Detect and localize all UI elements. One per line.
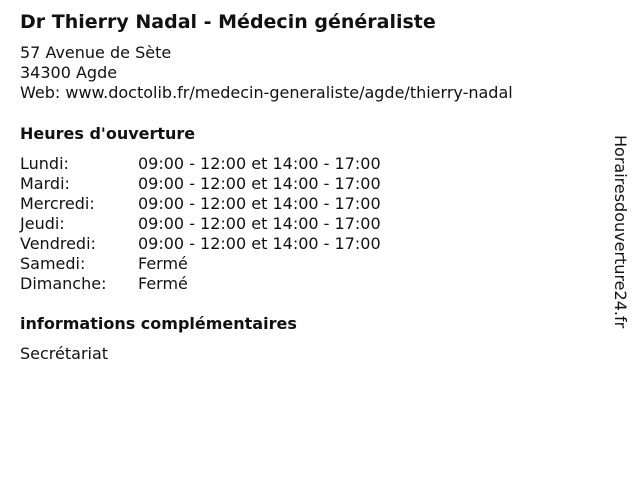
day-label: Samedi:: [20, 254, 86, 273]
day-label: Vendredi:: [20, 234, 96, 253]
city-address: 34300 Agde: [20, 63, 118, 82]
day-label: Jeudi:: [20, 214, 65, 233]
page-title: Dr Thierry Nadal - Médecin généraliste: [20, 11, 436, 33]
time-value: 09:00 - 12:00 et 14:00 - 17:00: [138, 234, 381, 253]
additional-info-text: Secrétariat: [20, 344, 109, 363]
day-label: Mercredi:: [20, 194, 95, 213]
time-value: 09:00 - 12:00 et 14:00 - 17:00: [138, 194, 381, 213]
street-address: 57 Avenue de Sète: [20, 43, 172, 62]
time-value: 09:00 - 12:00 et 14:00 - 17:00: [138, 174, 381, 193]
additional-info-heading: informations complémentaires: [20, 314, 297, 333]
day-label: Lundi:: [20, 154, 69, 173]
time-value: 09:00 - 12:00 et 14:00 - 17:00: [138, 154, 381, 173]
address-block: [20, 43, 513, 103]
site-watermark: Horairesdouverture24.fr: [611, 135, 630, 329]
time-value: Fermé: [138, 254, 188, 273]
time-value: Fermé: [138, 274, 188, 293]
website-line: Web: www.doctolib.fr/medecin-generaliste/agde/thierry-nadal: [20, 83, 513, 102]
day-label: Mardi:: [20, 174, 70, 193]
day-label: Dimanche:: [20, 274, 107, 293]
opening-hours-heading: Heures d'ouverture: [20, 124, 196, 143]
time-value: 09:00 - 12:00 et 14:00 - 17:00: [138, 214, 381, 233]
